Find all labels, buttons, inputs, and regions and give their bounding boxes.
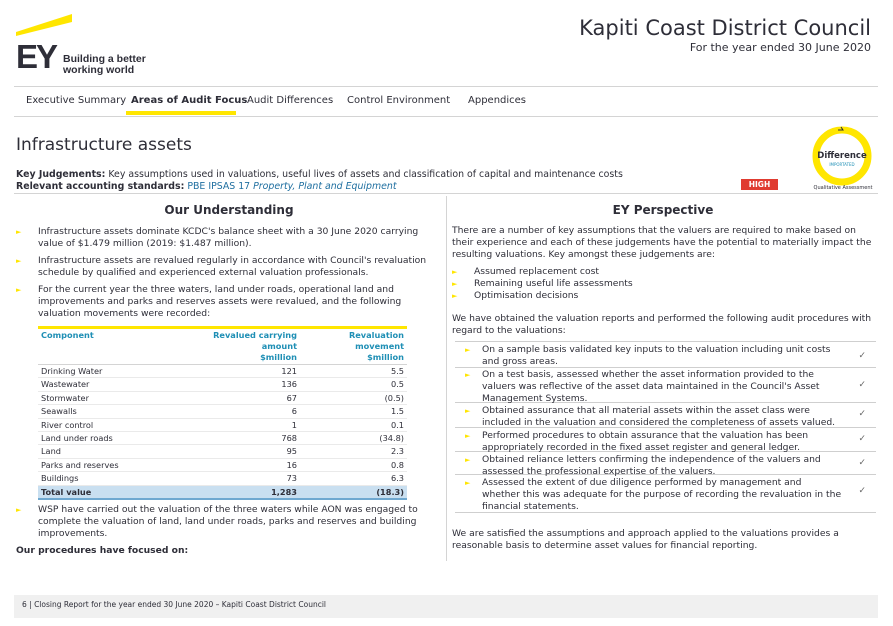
gauge-subtitle: IMPORTATED — [829, 162, 855, 167]
procedure-row: ► Obtained assurance that all material assets within the asset class were included in the valuation and considered the completeness of assets valued. ✓ — [455, 403, 876, 428]
nav-audit-differences[interactable]: Audit Differences — [247, 95, 334, 106]
check-icon: ✓ — [858, 434, 866, 444]
nav-control-environment[interactable]: Control Environment — [347, 95, 451, 106]
column-header-revaluation-movement: Revaluation movement $million — [300, 328, 407, 365]
table-row: Land under roads 768 (34.8) — [38, 432, 407, 445]
perspective-conclusion: We are satisfied the assumptions and approach applied to the valuations provides a reasonable basis to determine asset values for financial reporting. — [452, 528, 839, 551]
report-period: For the year ended 30 June 2020 — [689, 41, 871, 54]
standards-link[interactable]: PBE IPSAS 17 Property, Plant and Equipment — [187, 181, 397, 192]
ey-logo: EY — [16, 38, 57, 75]
column-header-component: Component — [38, 328, 204, 365]
check-icon: ✓ — [858, 458, 866, 468]
table-row: River control 1 0.1 — [38, 418, 407, 431]
procedure-row: ► Assessed the extent of due diligence performed by management and whether this was adequate for the purpose of recording the revaluation in the financial statements. ✓ — [455, 475, 876, 513]
table-row: Land 95 2.3 — [38, 445, 407, 458]
nav-divider — [14, 116, 878, 117]
our-understanding-heading: Our Understanding — [164, 203, 294, 217]
risk-badge: HIGH — [741, 179, 778, 190]
nav-areas-of-audit-focus[interactable]: Areas of Audit Focus — [131, 95, 248, 106]
check-icon: ✓ — [858, 409, 866, 419]
nav-appendices[interactable]: Appendices — [468, 95, 527, 106]
perspective-intro: There are a number of key assumptions that the valuers are required to make based on their experience and each of these judgements have the potential to materially impact the resulting valuations. Key amongst these judgements are: — [452, 225, 872, 260]
accounting-standards: Relevant accounting standards: PBE IPSAS 17 Property, Plant and Equipment — [16, 181, 397, 192]
column-header-carrying-amount: Revalued carrying amount $million — [204, 328, 300, 365]
table-row: Seawalls 6 1.5 — [38, 405, 407, 418]
table-row: Parks and reserves 16 0.8 — [38, 458, 407, 471]
table-row: Buildings 73 6.3 — [38, 472, 407, 485]
check-icon: ✓ — [858, 380, 866, 390]
procedure-row: ► Obtained reliance letters confirming the independence of the valuers and assessed the professional expertise of the valuers. ✓ — [455, 452, 876, 475]
procedure-row: ► On a sample basis validated key inputs to the valuation including unit costs and gross areas. ✓ — [455, 341, 876, 368]
company-name: Kapiti Coast District Council — [579, 16, 871, 40]
table-row: Drinking Water 121 5.5 — [38, 365, 407, 378]
footer-text: 6 | Closing Report for the year ended 30 June 2020 – Kapiti Coast District Council — [22, 600, 326, 609]
ey-tagline: Building a better working world — [63, 53, 146, 76]
gauge-caption: Qualitative Assessment — [813, 185, 873, 191]
table-header-row — [38, 328, 407, 365]
header-divider — [14, 86, 878, 87]
qualitative-gauge-icon — [811, 125, 873, 187]
valuation-movements-table — [38, 326, 407, 500]
section-divider — [14, 193, 878, 194]
gauge-title: Difference — [817, 151, 867, 161]
column-divider — [446, 196, 447, 561]
table-total-row: Total value 1,283 (18.3) — [38, 485, 407, 499]
table-row: Stormwater 67 (0.5) — [38, 391, 407, 404]
check-icon: ✓ — [858, 351, 866, 361]
nav-active-indicator — [126, 111, 236, 115]
nav-executive-summary[interactable]: Executive Summary — [26, 95, 127, 106]
procedure-row: ► Performed procedures to obtain assurance that the valuation has been appropriately recorded in the fixed asset register and general ledger. ✓ — [455, 428, 876, 452]
table-row: Wastewater 136 0.5 — [38, 378, 407, 391]
check-icon: ✓ — [858, 486, 866, 496]
ey-logo-beam — [16, 14, 74, 40]
page-title: Infrastructure assets — [16, 135, 192, 155]
procedures-intro: We have obtained the valuation reports and performed the following audit procedures with regard to the valuations: — [452, 313, 872, 336]
ey-perspective-heading: EY Perspective — [612, 203, 714, 217]
procedures-heading: Our procedures have focused on: — [16, 545, 189, 556]
key-judgements: Key Judgements: Key assumptions used in valuations, useful lives of assets and classification of capital and maintenance costs — [16, 169, 623, 180]
procedure-row: ► On a test basis, assessed whether the asset information provided to the valuers was reflective of the asset data maintained in the Council's Asset Management Systems. ✓ — [455, 367, 876, 403]
